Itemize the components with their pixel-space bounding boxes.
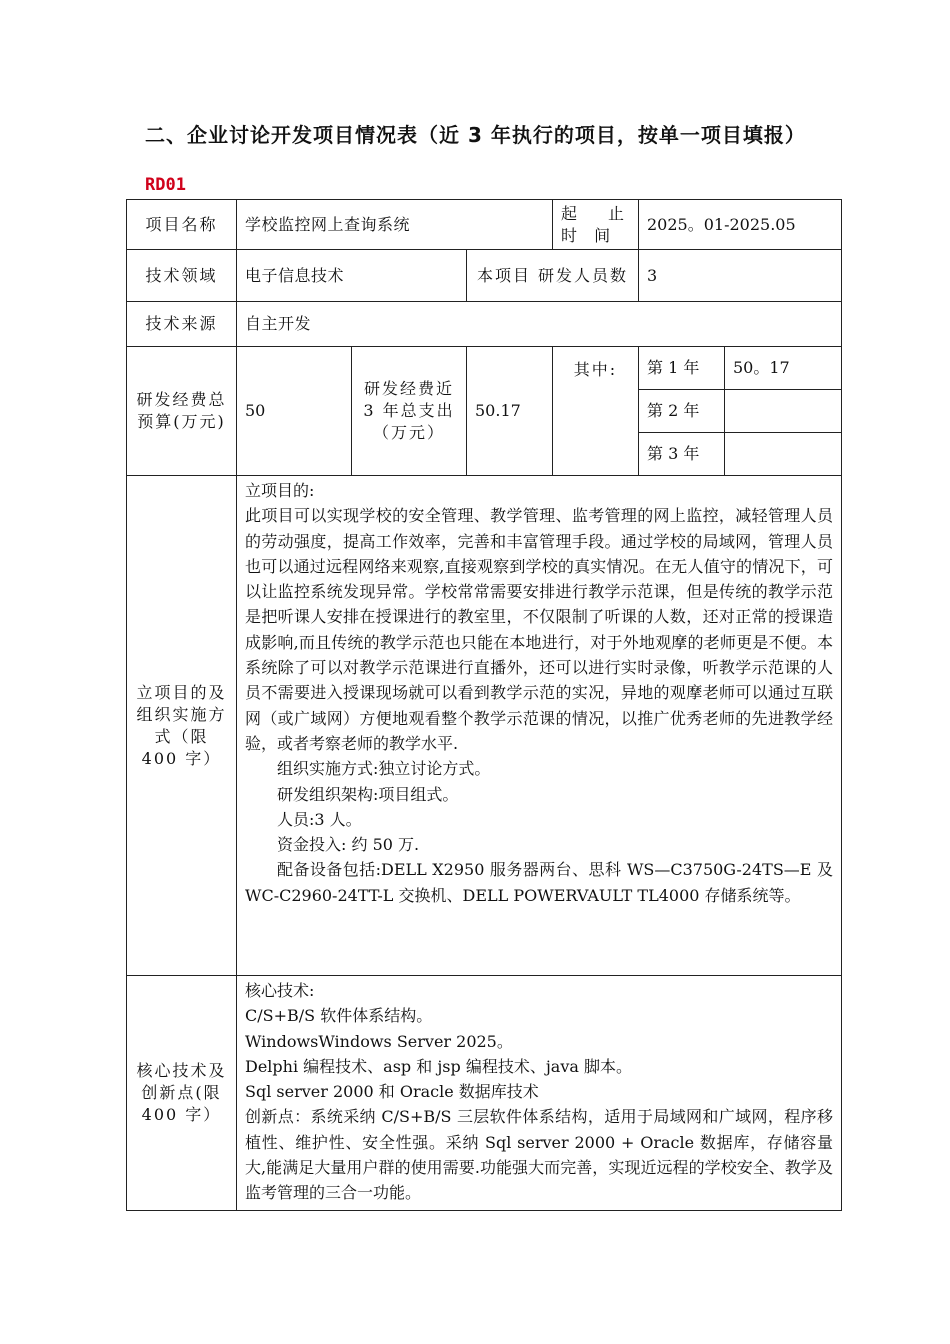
core-item: C/S+B/S 软件体系结构。 (245, 1006, 433, 1026)
form-heading: 二、企业讨论开发项目情况表（近 3 年执行的项目，按单一项目填报） (145, 123, 806, 147)
funding: 资金投入: 约 50 万. (277, 835, 420, 855)
tech-source-label: 技术来源 (127, 302, 237, 347)
year-2-value (725, 390, 842, 433)
staff-count: 3 (639, 250, 842, 302)
equipment: 配备设备包括:DELL X2950 服务器两台、思科 WS—C3750G-24TS—E 及 WC-C2960-24TT-L 交换机、DELL POWERVAULT TL4000 存储系统等。 (245, 860, 833, 905)
of-which-label: 其中: (553, 347, 639, 476)
row-project-name (127, 200, 842, 250)
core-item: Delphi 编程技术、asp 和 jsp 编程技术、java 脚本。 (245, 1056, 632, 1076)
period-label: 起 止 时 间 (553, 200, 639, 250)
spend-value: 50.17 (467, 347, 553, 476)
purpose-text: 此项目可以实现学校的安全管理、教学管理、监考管理的网上监控，减轻管理人员的劳动强度，提高工作效率，完善和丰富管理手段。通过学校的局域网，管理人员也可以通过远程网络来观察,直接观察到学校的真实情况。在无人值守的情况下，可以让监控系统发现异常。学校常常需要安排进行教学示范课，但是传统的教学示范是把听课人安排在授课进行的教室里，不仅限制了听课的人数，还对正常的授课造成影响,而且传统的教学示范也只能在本地进行，对于外地观摩的老师更是不便。本系统除了可以对教学示范课进行直播外，还可以进行实时录像，听教学示范课的人员不需要进入授课现场就可以看到教学示范的实况，异地的观摩老师可以通过互联网（或广域网）方便地观看整个教学示范课的情况，以推广优秀老师的先进教学经验，或者考察老师的教学水平. (245, 506, 833, 753)
core-item: WindowsWindows Server 2025。 (245, 1031, 513, 1051)
period-value: 2025。01-2025.05 (639, 200, 842, 250)
tech-field-value: 电子信息技术 (237, 250, 467, 302)
core-item: Sql server 2000 和 Oracle 数据库技术 (245, 1082, 539, 1102)
org-method: 组织实施方式:独立讨论方式。 (277, 759, 491, 779)
purpose-label: 立项目的及组织实施方式（限 400 字） (127, 476, 237, 976)
core-content (237, 976, 842, 1211)
year-2-label: 第 2 年 (639, 390, 725, 433)
budget-label: 研发经费总预算(万元) (127, 347, 237, 476)
year-1-label: 第 1 年 (639, 347, 725, 390)
year-3-value (725, 433, 842, 476)
row-core (127, 976, 842, 1211)
project-info-table (126, 199, 842, 1211)
purpose-content (237, 476, 842, 976)
org-structure: 研发组织架构:项目组式。 (277, 784, 459, 804)
project-code: RD01 (145, 175, 186, 195)
staff-label: 本项目 研发人员数 (467, 250, 639, 302)
budget-value: 50 (237, 347, 352, 476)
row-tech-source (127, 302, 842, 347)
purpose-title: 立项目的: (245, 481, 315, 500)
tech-source-value: 自主开发 (237, 302, 842, 347)
personnel: 人员:3 人。 (277, 809, 362, 829)
core-label: 核心技术及创新点(限 400 字） (127, 976, 237, 1211)
year-1-value: 50。17 (725, 347, 842, 390)
innovation-text: 创新点：系统采纳 C/S+B/S 三层软件体系结构，适用于局域网和广域网，程序移植性、维护性、安全性强。采纳 Sql server 2000 + Oracle 数据库，存储容量大,能满足大量用户群的使用需要.功能强大而完善，实现近远程的学校安全、教学及监考管理的三合一功能。 (245, 1107, 833, 1203)
spend-label: 研发经费近 3 年总支出（万元） (352, 347, 467, 476)
project-name-value: 学校监控网上查询系统 (237, 200, 553, 250)
year-3-label: 第 3 年 (639, 433, 725, 476)
row-purpose (127, 476, 842, 976)
tech-field-label: 技术领域 (127, 250, 237, 302)
row-tech-field (127, 250, 842, 302)
project-name-label: 项目名称 (127, 200, 237, 250)
core-title: 核心技术: (245, 981, 315, 1000)
row-budget-1 (127, 347, 842, 390)
